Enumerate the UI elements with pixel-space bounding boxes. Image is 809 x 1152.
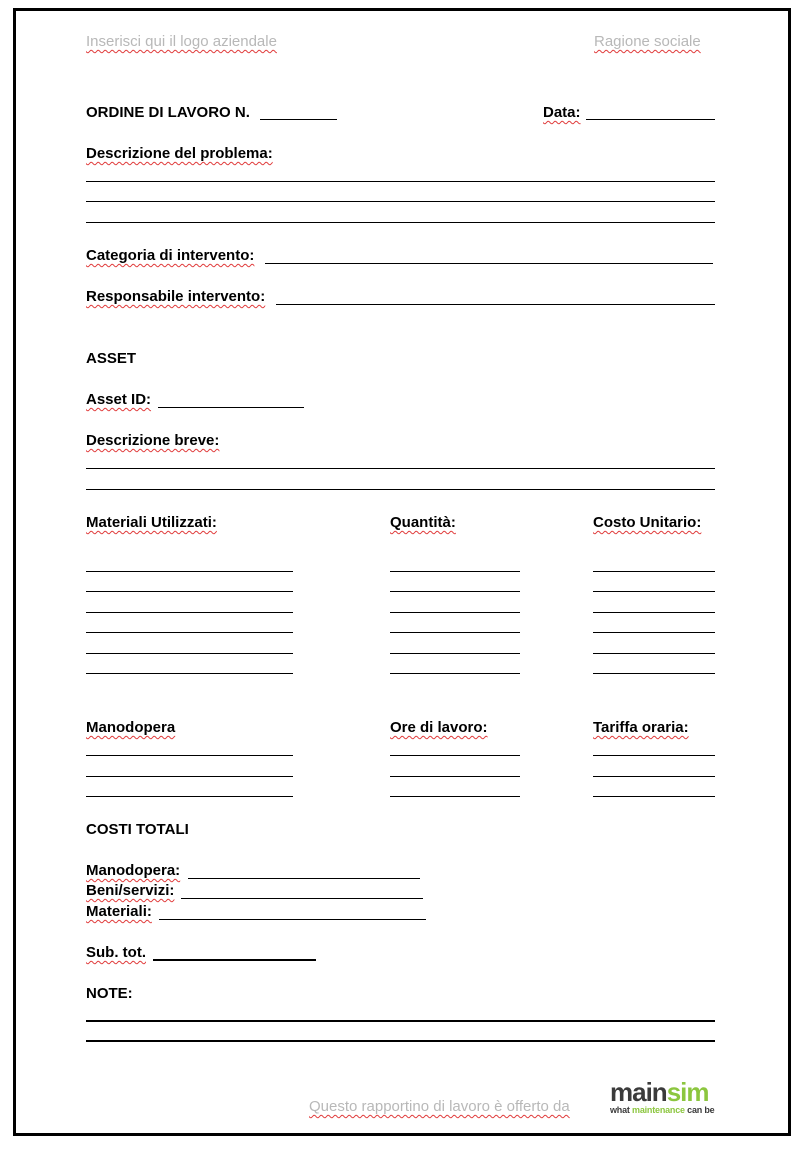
notes-line-2[interactable] (86, 1040, 715, 1042)
unit-cost-column-header (593, 514, 701, 532)
logo-placeholder[interactable] (86, 33, 277, 51)
total-materials-field[interactable] (159, 919, 426, 920)
quantity-row-1-field[interactable] (390, 571, 520, 572)
unit-cost-row-1-field[interactable] (593, 571, 715, 572)
total-labor-label (86, 862, 180, 880)
quantity-column-header (390, 514, 456, 532)
unit-cost-row-3-field[interactable] (593, 612, 715, 613)
subtotal-label (86, 944, 146, 962)
category-label-text: Categoria di intervento: (86, 247, 255, 264)
order-title: ORDINE DI LAVORO N. (86, 104, 250, 121)
asset-desc-line-1[interactable] (86, 468, 715, 469)
hours-column-header (390, 719, 488, 737)
logo-placeholder-text: Inserisci qui il logo aziendale (86, 33, 277, 50)
category-label (86, 247, 254, 265)
hours-row-3-field[interactable] (390, 796, 520, 797)
rate-column-header (593, 719, 689, 737)
asset-id-field[interactable] (158, 407, 304, 408)
material-row-3-field[interactable] (86, 612, 293, 613)
hours-row-2-field[interactable] (390, 776, 520, 777)
tagline-part-3: can be (684, 1105, 715, 1115)
order-number-field[interactable] (260, 119, 337, 120)
material-row-5-field[interactable] (86, 653, 293, 654)
materials-column-header (86, 514, 217, 532)
asset-heading: ASSET (86, 350, 137, 367)
quantity-header-text: Quantità: (390, 514, 456, 531)
date-field[interactable] (586, 119, 715, 120)
labor-column-header (86, 719, 175, 737)
offered-by-text (309, 1098, 570, 1116)
total-materials-label (86, 903, 152, 921)
material-row-2-field[interactable] (86, 591, 293, 592)
totals-heading: COSTI TOTALI (86, 821, 189, 838)
hours-header-text: Ore di lavoro: (390, 719, 488, 736)
quantity-row-5-field[interactable] (390, 653, 520, 654)
problem-field-line-1[interactable] (86, 181, 715, 182)
problem-label-text: Descrizione del problema: (86, 145, 273, 162)
problem-label (86, 145, 273, 163)
mainsim-tagline (610, 1105, 722, 1115)
labor-row-2-field[interactable] (86, 776, 293, 777)
hours-row-1-field[interactable] (390, 755, 520, 756)
category-field[interactable] (265, 263, 713, 264)
rate-row-1-field[interactable] (593, 755, 715, 756)
company-name-text: Ragione sociale (594, 33, 701, 50)
labor-row-3-field[interactable] (86, 796, 293, 797)
tagline-part-1: what (610, 1105, 633, 1115)
rate-header-text: Tariffa oraria: (593, 719, 689, 736)
company-name-placeholder[interactable] (594, 33, 701, 51)
total-goods-field[interactable] (181, 898, 423, 899)
date-label (543, 104, 581, 122)
total-labor-field[interactable] (188, 878, 420, 879)
subtotal-text: Sub. tot. (86, 944, 146, 961)
rate-row-2-field[interactable] (593, 776, 715, 777)
notes-label: NOTE: (86, 985, 133, 1002)
brand-part-sim: sim (666, 1077, 709, 1107)
responsible-label-text: Responsabile intervento: (86, 288, 266, 305)
material-row-1-field[interactable] (86, 571, 293, 572)
rate-row-3-field[interactable] (593, 796, 715, 797)
problem-field-line-3[interactable] (86, 222, 715, 223)
total-labor-text: Manodopera: (86, 862, 181, 879)
total-goods-label (86, 882, 174, 900)
material-row-6-field[interactable] (86, 673, 293, 674)
total-materials-text: Materiali: (86, 903, 152, 920)
mainsim-wordmark (610, 1079, 722, 1105)
materials-header-text: Materiali Utilizzati: (86, 514, 217, 531)
asset-id-label (86, 391, 151, 409)
labor-row-1-field[interactable] (86, 755, 293, 756)
material-row-4-field[interactable] (86, 632, 293, 633)
unit-cost-row-2-field[interactable] (593, 591, 715, 592)
notes-line-1[interactable] (86, 1020, 715, 1022)
labor-header-text: Manodopera (86, 719, 176, 736)
page-border (13, 8, 791, 1136)
brand-part-main: main (610, 1077, 667, 1107)
unit-cost-row-6-field[interactable] (593, 673, 715, 674)
asset-short-desc-label (86, 432, 219, 450)
quantity-row-4-field[interactable] (390, 632, 520, 633)
quantity-row-2-field[interactable] (390, 591, 520, 592)
asset-desc-line-2[interactable] (86, 489, 715, 490)
offered-by-line: Questo rapportino di lavoro è offerto da (309, 1098, 570, 1115)
problem-field-line-2[interactable] (86, 201, 715, 202)
date-label-text: Data: (543, 104, 581, 121)
unit-cost-row-5-field[interactable] (593, 653, 715, 654)
total-goods-text: Beni/servizi: (86, 882, 175, 899)
mainsim-logo[interactable] (610, 1079, 722, 1115)
asset-short-desc-text: Descrizione breve: (86, 432, 220, 449)
unit-cost-row-4-field[interactable] (593, 632, 715, 633)
quantity-row-6-field[interactable] (390, 673, 520, 674)
subtotal-field[interactable] (153, 959, 316, 961)
tagline-part-2: maintenance (632, 1105, 685, 1115)
responsible-field[interactable] (276, 304, 715, 305)
asset-id-label-text: Asset ID: (86, 391, 152, 408)
quantity-row-3-field[interactable] (390, 612, 520, 613)
responsible-label (86, 288, 265, 306)
unit-cost-header-text: Costo Unitario: (593, 514, 702, 531)
